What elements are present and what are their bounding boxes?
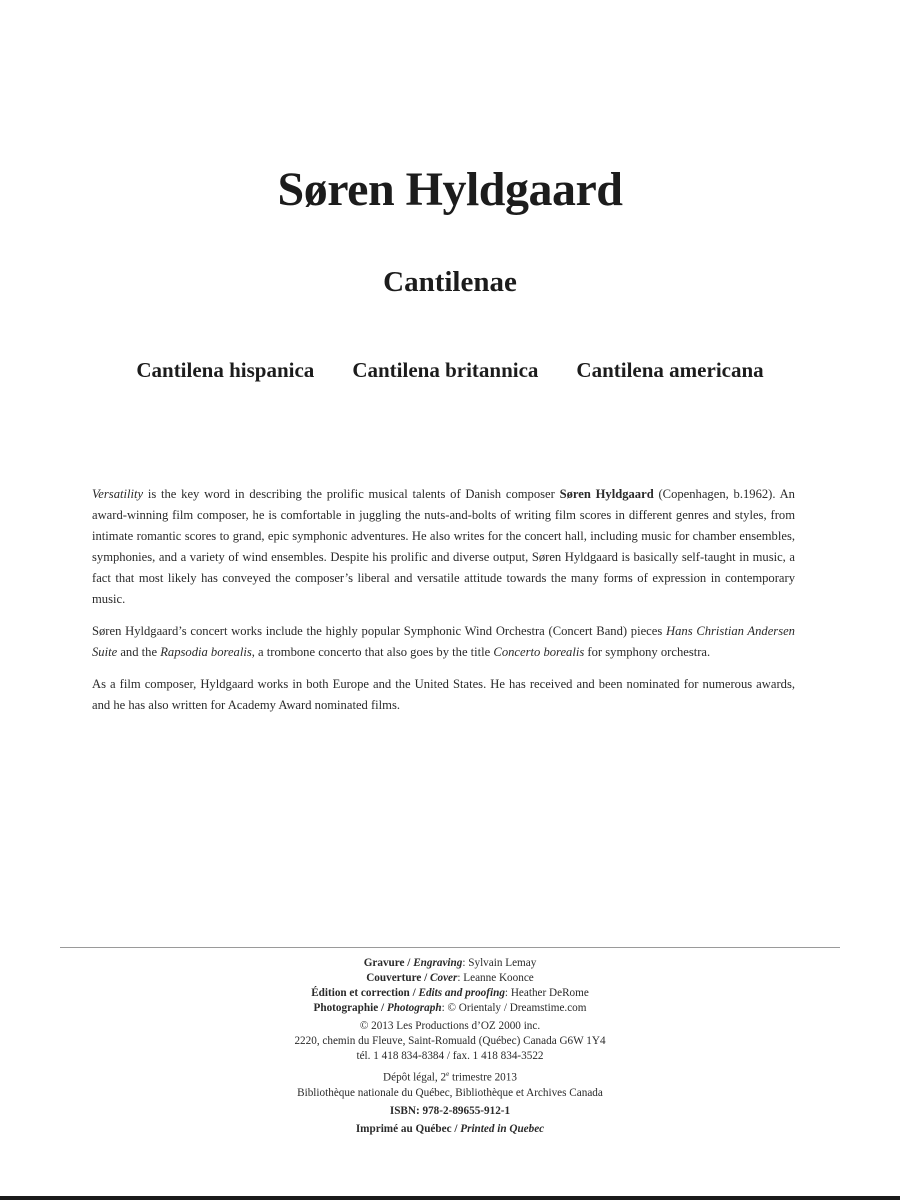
movement-list	[0, 358, 900, 383]
isbn	[0, 1104, 900, 1119]
credit-editing	[0, 986, 900, 1001]
printed-en: Printed in Quebec	[460, 1122, 545, 1135]
credit-label-en: Edits and proofing	[418, 987, 505, 999]
publisher-address: 2220, chemin du Fleuve, Saint-Romuald (Québec) Canada G6W 1Y4	[294, 1035, 606, 1047]
composer-name: Søren Hyldgaard	[277, 163, 623, 216]
printed-in	[0, 1122, 900, 1137]
legal-deposit-text: Dépôt légal, 2	[383, 1071, 447, 1084]
bio-paragraph: As a film composer, Hyldgaard works in both Europe and the United States. He has received and been nominated for numerous awards, and he has also written for Academy Award nominated films.	[92, 677, 795, 712]
copyright: © 2013 Les Productions d’OZ 2000 inc.	[359, 1020, 541, 1032]
composer-biography	[92, 484, 795, 727]
work-reference: Concerto borealis	[493, 645, 585, 659]
credit-value: : Sylvain Lemay	[462, 957, 537, 969]
credit-value: : Heather DeRome	[504, 987, 589, 999]
printed-fr: Imprimé au Québec /	[355, 1122, 461, 1135]
credit-label-en: Photograph	[386, 1002, 442, 1014]
credit-photo	[0, 1001, 900, 1016]
credit-label: Édition et correction /	[311, 987, 419, 999]
bio-text: for symphony orchestra.	[584, 645, 711, 659]
bio-emphasis: Versatility	[92, 487, 144, 501]
credit-label: Photographie /	[313, 1002, 387, 1014]
work-reference: Rapsodia borealis	[160, 645, 252, 659]
bio-paragraph	[92, 621, 795, 663]
divider	[60, 947, 840, 948]
bio-text: and the	[117, 645, 161, 659]
bio-text: (Copenhagen, b.1962). An award-winning film composer, he is comfortable in juggling the nuts-and-bolts of writing film scores in different genres and styles, from intimate romantic scores to grand, epic symphonic adventures. He also writes for the concert hall, including music for chamber ensembles, symphonies, and a variety of wind ensembles. Despite his prolific and diverse output, Søren Hyldgaard is basically self-taught in music, a fact that most likely has conveyed the composer’s liberal and versatile attitude towards the many forms of expression in contemporary music.	[92, 487, 795, 606]
legal-deposit-sup: e	[446, 1070, 450, 1078]
work-reference: Hans Christian Andersen Suite	[92, 624, 795, 659]
movement-title: Cantilena americana	[576, 358, 764, 382]
credit-label: Couverture /	[366, 972, 431, 984]
credit-label-en: Cover	[430, 972, 458, 984]
publication-credits	[0, 956, 900, 1137]
isbn-text: ISBN: 978-2-89655-912-1	[389, 1104, 511, 1117]
legal-deposit	[0, 1067, 900, 1086]
bio-text: Søren Hyldgaard’s concert works include the highly popular Symphonic Wind Orchestra (Concert Band) pieces	[92, 624, 666, 638]
credit-label: Gravure /	[363, 957, 414, 969]
credit-cover	[0, 971, 900, 986]
work-title: Cantilenae	[383, 266, 517, 298]
bio-paragraph	[92, 484, 795, 610]
bio-text: is the key word in describing the prolific musical talents of Danish composer	[143, 487, 560, 501]
credit-label-en: Engraving	[413, 957, 463, 969]
movement-title: Cantilena hispanica	[136, 358, 315, 382]
credit-value: : Leanne Koonce	[457, 972, 534, 984]
page-edge-bar	[0, 1196, 900, 1200]
credit-engraving	[0, 956, 900, 971]
bio-text: , a trombone concerto that also goes by the title	[251, 645, 494, 659]
library-info: Bibliothèque nationale du Québec, Bibliothèque et Archives Canada	[297, 1086, 603, 1099]
credit-value: : © Orientaly / Dreamstime.com	[441, 1002, 587, 1014]
publisher-phone: tél. 1 418 834-8384 / fax. 1 418 834-3522	[356, 1050, 544, 1062]
bio-composer-name: Søren Hyldgaard	[559, 487, 654, 501]
legal-deposit-text: trimestre 2013	[449, 1071, 517, 1084]
movement-title: Cantilena britannica	[352, 358, 539, 382]
